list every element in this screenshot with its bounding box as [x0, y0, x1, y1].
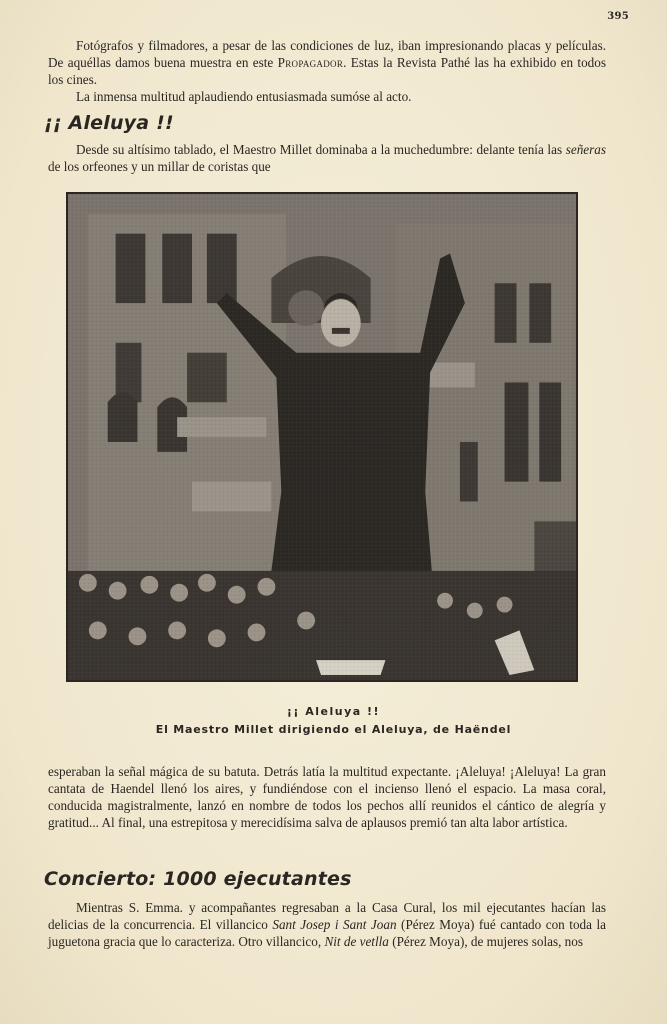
photo-caption-title: ¡¡ Aleluya !! [286, 705, 381, 718]
photo-illustration [68, 194, 576, 680]
page-number: 395 [607, 11, 629, 22]
seneras-italic: señeras [565, 142, 606, 157]
propagador-smallcaps: Propagador [277, 55, 344, 70]
photo-caption-text: El Maestro Millet dirigiendo el Aleluya, de Haëndel [155, 723, 512, 736]
multitude-text: La inmensa multitud aplaudiendo entusiasmada sumóse al acto. [76, 89, 412, 104]
heading-aleluya: ¡¡ Aleluya !! [44, 112, 174, 134]
photographers-text: Fotógrafos y filmadores, a pesar de las condiciones de luz, iban impresionando placas y películas. De aquéllas damos buena muestra en este Propagador. Estas la Revista Pathé las ha exhibido en todos los cines. [48, 38, 607, 87]
photo-maestro-millet [66, 192, 578, 682]
aleluya-paragraph: Desde su altísimo tablado, el Maestro Millet dominaba a la muchedumbre: delante tenía las señeras de los orfeones y un millar de coristas que [48, 142, 606, 174]
villancico-title-1: Sant Josep i Sant Joan [272, 917, 397, 932]
heading-concierto: Concierto: 1000 ejecutantes [44, 868, 352, 890]
villancico-title-2: Nit de vetlla [324, 934, 389, 949]
intro-paragraph [48, 37, 606, 105]
concierto-paragraph: Mientras S. Emma. y acompañantes regresaban a la Casa Cural, los mil ejecutantes hacían las delicias de la concurrencia. El villancico Sant Josep i Sant Joan (Pérez Moya) fué cantado con toda la juguetona gracia que lo caracteriza. Otro villancico, Nit de vetlla (Pérez Moya), de mujeres solas, nos [48, 900, 606, 949]
continuation-paragraph: esperaban la señal mágica de su batuta. Detrás latía la multitud expectante. ¡Aleluya! ¡Aleluya! La gran cantata de Haendel llenó los aires, y fundiéndose con el incienso llenó el espacio. La masa coral, conducida magistralmente, lanzó en nombre de todos los pechos allí reunidos el cántico de alegría y gratitud... Al final, una estrepitosa y merecidísima salva de aplausos premió tan alta labor artística. [48, 764, 606, 830]
